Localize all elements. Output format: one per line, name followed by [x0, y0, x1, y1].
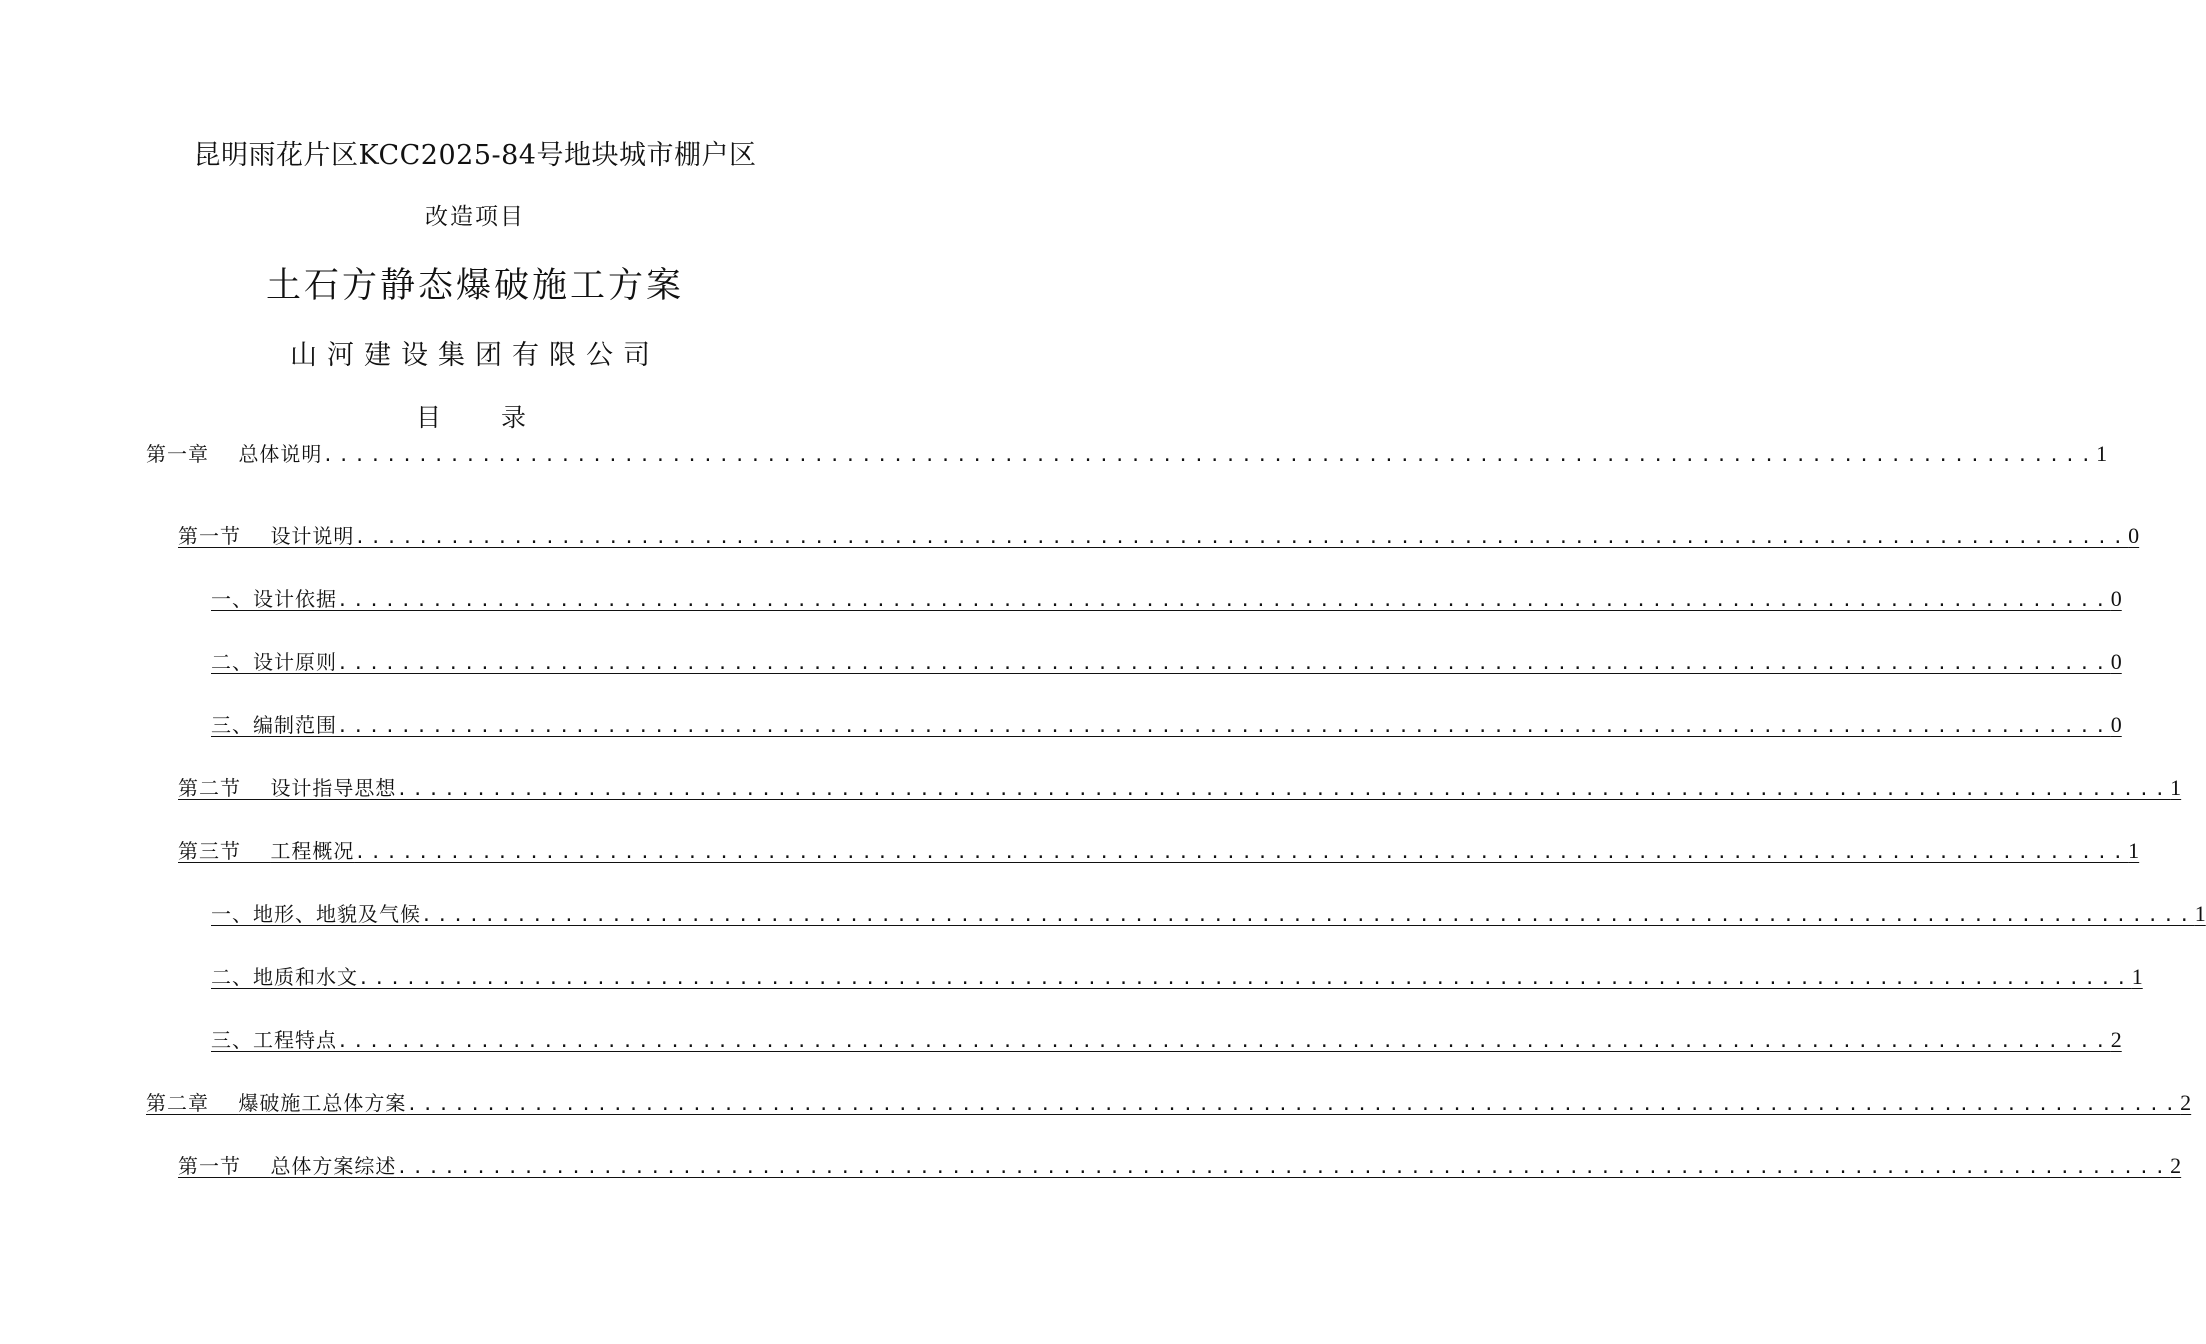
toc-leader-dots: ................................................................................................................ [354, 842, 2129, 863]
toc-entry-number: 第一节 [178, 1154, 241, 1178]
toc-entry-number: 第一章 [146, 442, 209, 466]
toc-entry-item-geology[interactable] [211, 961, 2143, 990]
plan-title: 土石方静态爆破施工方案 [265, 266, 684, 306]
toc-entry-item-terrain[interactable] [211, 898, 2206, 927]
toc-entry-section-2-1[interactable] [178, 1150, 2182, 1179]
toc-entry-title: 三、编制范围 [211, 713, 337, 737]
toc-entry-title: 设计指导思想 [270, 776, 397, 800]
toc-entry-title: 设计说明 [270, 524, 355, 548]
toc-leader-dots: ................................................................................................................ [337, 716, 2111, 737]
toc-entry-title: 二、设计原则 [211, 650, 337, 674]
toc-leader-dots: ................................................................................................................ [337, 1031, 2111, 1052]
toc-entry-page: 1 [2194, 901, 2206, 926]
toc-entry-title: 二、地质和水文 [211, 965, 358, 989]
toc-entry-item-features[interactable] [211, 1024, 2122, 1053]
toc-entry-title: 总体说明 [238, 442, 323, 466]
toc-entry-page: 0 [2110, 712, 2122, 737]
toc-entry-title: 爆破施工总体方案 [238, 1091, 407, 1115]
toc-leader-dots: ................................................................................................................ [354, 527, 2129, 548]
toc-leader-dots: ................................................................................................................ [358, 968, 2132, 989]
document-title-line-1: 昆明雨花片区KCC2025-84号地块城市棚户区 [193, 140, 757, 171]
toc-entry-page: 1 [2170, 775, 2182, 800]
toc-entry-page: 2 [2110, 1027, 2122, 1052]
toc-entry-section-1-1[interactable] [178, 520, 2140, 549]
toc-entry-section-1-3[interactable] [178, 835, 2140, 864]
toc-entry-title: 总体方案综述 [270, 1154, 397, 1178]
toc-leader-dots: ................................................................................................................ [421, 905, 2195, 926]
toc-leader-dots: ................................................................................................................ [396, 1157, 2171, 1178]
toc-entry-item-design-basis[interactable] [211, 583, 2122, 612]
toc-entry-number: 第二节 [178, 776, 241, 800]
toc-entry-page: 0 [2110, 649, 2122, 674]
toc-entry-page: 0 [2110, 586, 2122, 611]
toc-entry-page: 2 [2180, 1090, 2192, 1115]
toc-entry-item-design-principles[interactable] [211, 646, 2122, 675]
toc-entry-chapter-1[interactable] [146, 438, 2108, 467]
document-title-line-2: 改造项目 [425, 204, 525, 230]
toc-entry-number: 第三节 [178, 839, 241, 863]
toc-entry-item-scope[interactable] [211, 709, 2122, 738]
toc-entry-number: 第二章 [146, 1091, 209, 1115]
toc-leader-dots: ................................................................................................................ [337, 590, 2111, 611]
toc-leader-dots: ................................................................................................................ [406, 1094, 2181, 1115]
toc-entry-chapter-2[interactable] [146, 1087, 2192, 1116]
toc-entry-page: 1 [2128, 838, 2140, 863]
company-name: 山河建设集团有限公司 [290, 340, 660, 371]
toc-leader-dots: ................................................................................................................ [322, 445, 2097, 466]
toc-entry-section-1-2[interactable] [178, 772, 2182, 801]
toc-entry-page: 2 [2170, 1153, 2182, 1178]
toc-entry-number: 第一节 [178, 524, 241, 548]
toc-leader-dots: ................................................................................................................ [337, 653, 2111, 674]
toc-entry-page: 0 [2128, 523, 2140, 548]
toc-entry-title: 三、工程特点 [211, 1028, 337, 1052]
toc-entry-page: 1 [2131, 964, 2143, 989]
toc-entry-page: 1 [2096, 441, 2108, 466]
toc-entry-title: 一、设计依据 [211, 587, 337, 611]
toc-entry-title: 一、地形、地貌及气候 [211, 902, 421, 926]
toc-entry-title: 工程概况 [270, 839, 355, 863]
toc-leader-dots: ................................................................................................................ [396, 779, 2171, 800]
toc-heading: 目 录 [416, 403, 552, 432]
